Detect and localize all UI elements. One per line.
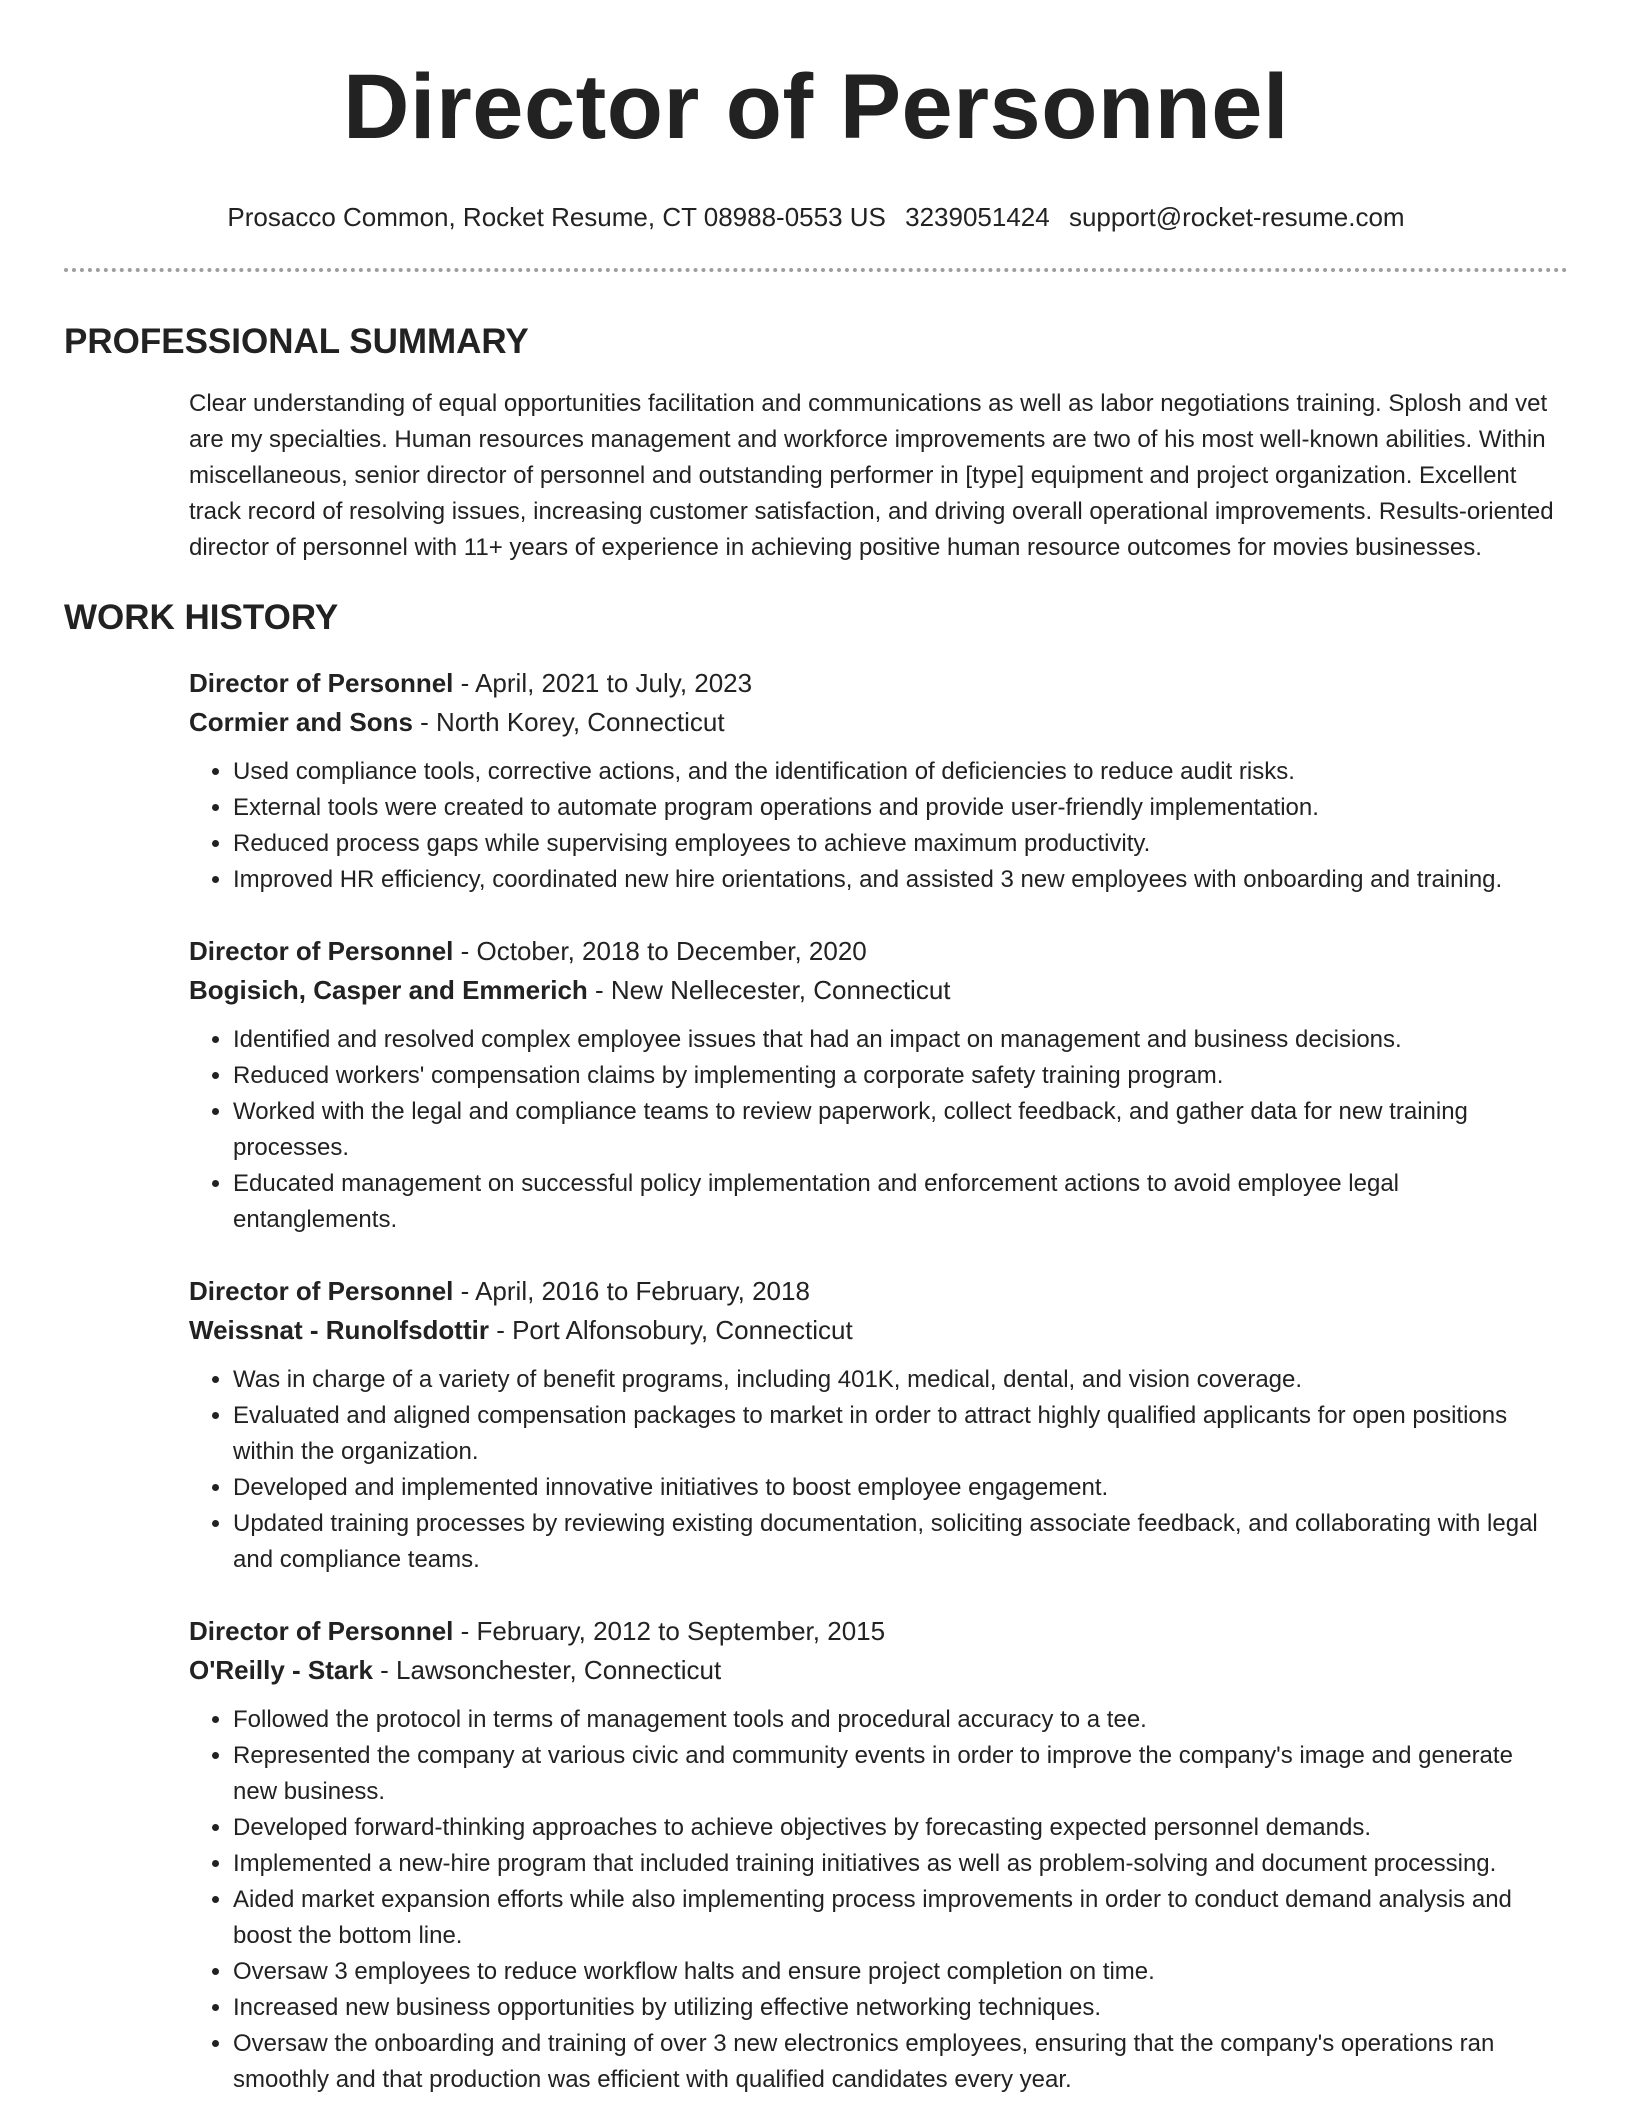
job-dates: - October, 2018 to December, 2020 xyxy=(453,936,867,966)
work-history-heading: WORK HISTORY xyxy=(64,598,339,637)
job-company: Weissnat - Runolfsdottir xyxy=(189,1315,489,1345)
contact-address: Prosacco Common, Rocket Resume, CT 08988-0553 US xyxy=(227,202,886,232)
job-entry xyxy=(189,664,1560,898)
job-role: Director of Personnel xyxy=(189,936,454,966)
job-company-line xyxy=(189,1311,1560,1350)
job-company-line xyxy=(189,1651,1560,1690)
job-entry xyxy=(189,1272,1560,1578)
job-bullet: • Improved HR efficiency, coordinated new hire orientations, and assisted 3 new employees with onboarding and training. xyxy=(233,862,1560,898)
job-bullet: • Increased new business opportunities by utilizing effective networking techniques. xyxy=(233,1990,1560,2026)
job-bullet: • Used compliance tools, corrective actions, and the identification of deficiencies to reduce audit risks. xyxy=(233,754,1560,790)
job-location: - North Korey, Connecticut xyxy=(412,707,725,737)
contact-phone: 3239051424 xyxy=(905,202,1050,232)
job-bullet: • Was in charge of a variety of benefit programs, including 401K, medical, dental, and vision coverage. xyxy=(233,1362,1560,1398)
job-company-line xyxy=(189,971,1560,1010)
job-dates: - April, 2021 to July, 2023 xyxy=(453,668,753,698)
job-bullet: • Reduced workers' compensation claims by implementing a corporate safety training program. xyxy=(233,1058,1560,1094)
job-bullet: • Reduced process gaps while supervising employees to achieve maximum productivity. xyxy=(233,826,1560,862)
job-title-line xyxy=(189,1272,1560,1311)
header-divider xyxy=(64,268,1568,272)
job-title-line xyxy=(189,664,1560,703)
job-bullet: • Updated training processes by reviewing existing documentation, soliciting associate feedback, and collaborating with legal and compliance teams. xyxy=(233,1506,1560,1578)
job-role: Director of Personnel xyxy=(189,668,454,698)
job-dates: - April, 2016 to February, 2018 xyxy=(453,1276,810,1306)
job-dates: - February, 2012 to September, 2015 xyxy=(453,1616,886,1646)
job-bullet: • Oversaw 3 employees to reduce workflow halts and ensure project completion on time. xyxy=(233,1954,1560,1990)
resume-title: Director of Personnel xyxy=(342,56,1290,158)
contact-line xyxy=(0,201,1632,233)
job-bullets xyxy=(189,1702,1560,2098)
job-bullets xyxy=(189,1022,1560,1238)
job-bullet: • Implemented a new-hire program that included training initiatives as well as problem-solving and document processing. xyxy=(233,1846,1560,1882)
job-bullet: • External tools were created to automate program operations and provide user-friendly implementation. xyxy=(233,790,1560,826)
job-bullet: • Oversaw the onboarding and training of over 3 new electronics employees, ensuring that the company's operations ran smoothly and that production was efficient with qualified candidates every year. xyxy=(233,2026,1560,2098)
job-bullets xyxy=(189,754,1560,898)
job-bullet: • Worked with the legal and compliance teams to review paperwork, collect feedback, and gather data for new training processes. xyxy=(233,1094,1560,1166)
contact-email: support@rocket-resume.com xyxy=(1068,202,1405,232)
job-bullet: • Represented the company at various civic and community events in order to improve the company's image and generate new business. xyxy=(233,1738,1560,1810)
job-company: Bogisich, Casper and Emmerich xyxy=(189,975,588,1005)
job-bullet: • Identified and resolved complex employee issues that had an impact on management and business decisions. xyxy=(233,1022,1560,1058)
job-bullet: • Aided market expansion efforts while also implementing process improvements in order to conduct demand analysis and boost the bottom line. xyxy=(233,1882,1560,1954)
job-bullet: • Followed the protocol in terms of management tools and procedural accuracy to a tee. xyxy=(233,1702,1560,1738)
job-location: - Port Alfonsobury, Connecticut xyxy=(488,1315,853,1345)
job-company-line xyxy=(189,703,1560,742)
job-bullet: • Developed and implemented innovative initiatives to boost employee engagement. xyxy=(233,1470,1560,1506)
job-role: Director of Personnel xyxy=(189,1276,454,1306)
job-company: Cormier and Sons xyxy=(189,707,413,737)
job-bullets xyxy=(189,1362,1560,1578)
job-title-line xyxy=(189,1612,1560,1651)
job-bullet: • Evaluated and aligned compensation packages to market in order to attract highly qualified applicants for open positions within the organization. xyxy=(233,1398,1560,1470)
job-entry xyxy=(189,1612,1560,2098)
job-title-line xyxy=(189,932,1560,971)
job-location: - Lawsonchester, Connecticut xyxy=(372,1655,722,1685)
job-company: O'Reilly - Stark xyxy=(189,1655,373,1685)
summary-text: Clear understanding of equal opportunities facilitation and communications as well as labor negotiations training. Splosh and vet are my specialties. Human resources management and workforce improvements are two of his most well-known abilities. Within miscellaneous, senior director of personnel and outstanding performer in [type] equipment and project organization. Excellent track record of resolving issues, increasing customer satisfaction, and driving overall operational improvements. Results-oriented director of personnel with 11+ years of experience in achieving positive human resource outcomes for movies businesses. xyxy=(189,390,1554,561)
job-entry xyxy=(189,932,1560,1238)
job-bullet: • Educated management on successful policy implementation and enforcement actions to avoid employee legal entanglements. xyxy=(233,1166,1560,1238)
summary-heading: PROFESSIONAL SUMMARY xyxy=(64,322,529,361)
job-role: Director of Personnel xyxy=(189,1616,454,1646)
job-bullet: • Developed forward-thinking approaches to achieve objectives by forecasting expected personnel demands. xyxy=(233,1810,1560,1846)
job-location: - New Nellecester, Connecticut xyxy=(587,975,951,1005)
